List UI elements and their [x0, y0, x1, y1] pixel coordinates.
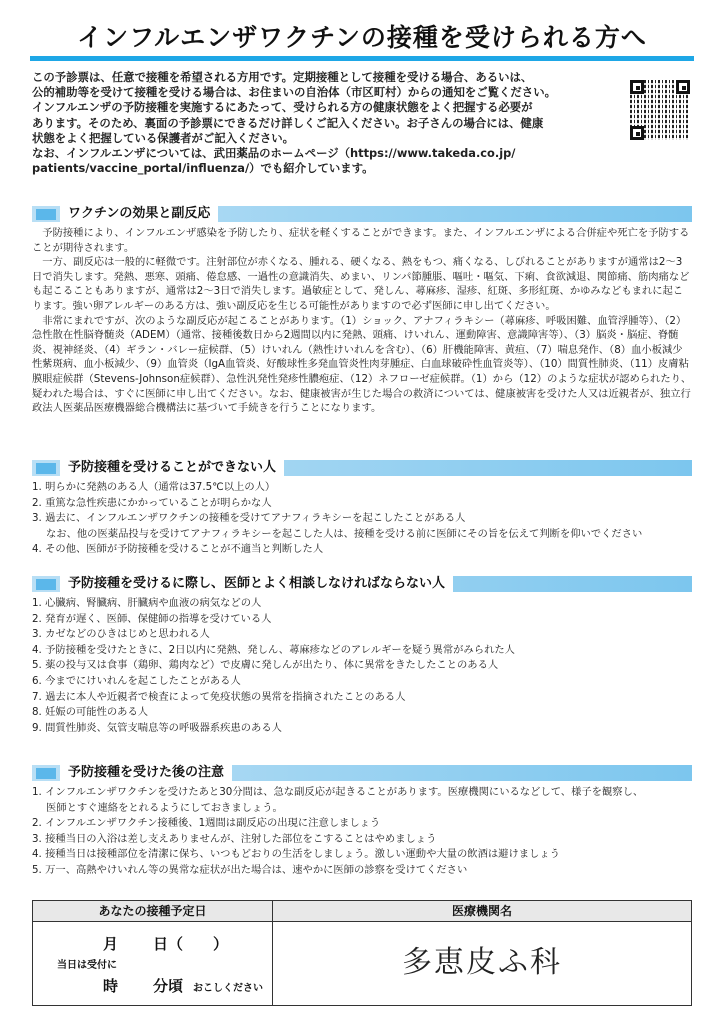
section-title: 予防接種を受けた後の注意 [60, 764, 232, 781]
list-item: 3. 過去に、インフルエンザワクチンの接種を受けてアナフィラキシーを起こしたことがある人 [32, 512, 466, 525]
paragraph: 予防接種により、インフルエンザ感染を予防したり、症状を軽くすることができます。また、インフルエンザによる合併症や死亡を予防することが期待されます。 [32, 227, 690, 254]
list-item: 5. 万一、高熱やけいれん等の異常な症状が出た場合は、速やかに医師の診察を受けてください [32, 863, 468, 876]
month-label[interactable]: 月 [103, 935, 119, 953]
appointment-date-column [33, 901, 273, 1005]
section-header [32, 576, 692, 592]
section-after [32, 765, 692, 879]
intro-line: 公的補助等を受けて接種を受ける場合は、お住まいの自治体（市区町村）からの通知をご覧ください。 [32, 85, 556, 100]
come-label: おこしください [193, 983, 263, 994]
section-effects [32, 206, 692, 416]
list-item: 4. 接種当日は接種部位を清潔に保ち、いつもどおりの生活をしましょう。激しい運動や大量の飲酒は避けましょう [32, 848, 560, 861]
section-marker-icon [36, 768, 56, 779]
list-item-note: なお、他の医薬品投与を受けてアナフィラキシーを起こした人は、接種を受ける前に医師にその旨を伝えて判断を仰いでください [46, 527, 643, 540]
cannot-list [32, 480, 692, 558]
day-label[interactable]: 日（ ） [153, 935, 229, 953]
list-item: 2. インフルエンザワクチン接種後、1週間は副反応の出現に注意しましょう [32, 817, 381, 830]
intro-line: patients/vaccine_portal/influenza/）でも紹介しています。 [32, 161, 374, 176]
clinic-column [273, 901, 691, 1005]
list-item: 8. 妊娠の可能性のある人 [32, 706, 149, 719]
list-item: 4. その他、医師が予防接種を受けることが不適当と判断した人 [32, 543, 324, 556]
list-item: 5. 薬の投与又は食事（鶏卵、鶏肉など）で皮膚に発しんが出たり、体に異常をきたしたことのある人 [32, 659, 499, 672]
list-item: 7. 過去に本人や近親者で検査によって免疫状態の異常を指摘されたことのある人 [32, 690, 406, 703]
minute-label[interactable]: 分頃 [153, 977, 184, 995]
qr-finder-icon [630, 126, 644, 140]
section-header [32, 206, 692, 222]
paragraph: 非常にまれですが、次のような副反応が起こることがあります。（1）ショック、アナフィラキシー（蕁麻疹、呼吸困難、血管浮腫等）、（2）急性散在性脳脊髄炎（ADEM）（通常、接種後数日から2週間以内に発熱、頭痛、けいれん、運動障害、意識障害等）、（3）脳炎・脳症、脊髄炎、視神経炎、（4）ギラン・バレー症候群、（5）けいれん（熱性けいれんを含む）、（6）肝機能障害、黄疸、（7）喘息発作、（8）血小板減少性紫斑病、血小板減少、（9）血管炎（IgA血管炎、好酸球性多発血管炎性肉芽腫症、白血球破砕性血管炎等）、（10）間質性肺炎、（11）皮膚粘膜眼症候群（Stevens-Johnson症候群）、急性汎発性発疹性膿疱症、（12）ネフローゼ症候群。（1）から（12）のような症状が認められたり、疑われた場合は、すぐに医師に申し出てください。なお、健康被害が生じた場合の救済については、健康被害を受けた人又は近親者が、独立行政法人医薬品医療機器総合機構法に基づいて手続きを行うことになります。 [32, 314, 692, 415]
after-list [32, 785, 692, 879]
section-cannot [32, 460, 692, 558]
section-consult [32, 576, 692, 736]
list-item: 1. 明らかに発熱のある人（通常は37.5℃以上の人） [32, 481, 276, 493]
section-marker-icon [36, 579, 56, 590]
intro-line: インフルエンザの予防接種を実施するにあたって、受けられる方の健康状態をよく把握する必要が [32, 100, 533, 115]
list-item-continued: 医師とすぐ連絡をとれるようにしておきましょう。 [46, 801, 283, 814]
qr-code-icon[interactable] [630, 80, 690, 140]
intro-line: 状態をよく把握している保護者がご記入ください。 [32, 130, 294, 145]
list-item: 1. 心臓病、腎臓病、肝臓病や血液の病気などの人 [32, 597, 262, 609]
list-item: 4. 予防接種を受けたときに、2日以内に発熱、発しん、蕁麻疹などのアレルギーを疑う異常がみられた人 [32, 643, 515, 656]
section-title: 予防接種を受けるに際し、医師とよく相談しなければならない人 [60, 575, 453, 592]
list-item: 2. 発育が遅く、医師、保健師の指導を受けている人 [32, 612, 272, 625]
intro-line: なお、インフルエンザについては、武田薬品のホームページ（https://www.takeda.co.jp/ [32, 146, 516, 161]
section-header [32, 765, 692, 781]
intro-text [32, 70, 622, 176]
consult-list [32, 596, 692, 736]
intro-line: この予診票は、任意で接種を希望される方用です。定期接種として接種を受ける場合、あるいは、 [32, 70, 533, 84]
list-item: 3. 接種当日の入浴は差し支えありませんが、注射した部位をこすることはやめましょう [32, 832, 437, 845]
list-item: 3. カゼなどのひきはじめと思われる人 [32, 628, 210, 641]
qr-finder-icon [630, 80, 644, 94]
appointment-date-header: あなたの接種予定日 [33, 901, 272, 922]
qr-finder-icon [676, 80, 690, 94]
clinic-name: 多恵皮ふ科 [402, 945, 562, 980]
section-header [32, 460, 692, 476]
title-rule [30, 56, 694, 61]
page-title: インフルエンザワクチンの接種を受けられる方へ [77, 23, 647, 52]
hour-label[interactable]: 時 [103, 977, 119, 995]
list-item: 6. 今までにけいれんを起こしたことがある人 [32, 674, 241, 687]
list-item: 2. 重篤な急性疾患にかかっていることが明らかな人 [32, 496, 272, 509]
section-marker-icon [36, 463, 56, 474]
section-marker-icon [36, 209, 56, 220]
list-item: 9. 間質性肺炎、気管支喘息等の呼吸器系疾患のある人 [32, 721, 282, 734]
section-title: 予防接種を受けることができない人 [60, 459, 284, 476]
section-body [32, 226, 692, 416]
clinic-header: 医療機関名 [273, 901, 691, 922]
list-item: 1. インフルエンザワクチンを受けたあと30分間は、急な副反応が起きることがあります。医療機関にいるなどして、様子を観察し、 [32, 786, 644, 798]
section-title: ワクチンの効果と副反応 [60, 205, 218, 222]
appointment-box [32, 900, 692, 1006]
intro-line: あります。そのため、裏面の予診票にできるだけ詳しくご記入ください。お子さんの場合には、健康 [32, 115, 544, 130]
paragraph: 一方、副反応は一般的に軽微です。注射部位が赤くなる、腫れる、硬くなる、熱をもつ、痛くなる、しびれることがありますが通常は2〜3日で消失します。発熱、悪寒、頭痛、倦怠感、一過性の意識消失、めまい、リンパ節腫脹、嘔吐・嘔気、下痢、食欲減退、関節痛、筋肉痛なども起こることもありますが、通常は2〜3日で消失します。過敏症として、発しん、蕁麻疹、湿疹、紅斑、多形紅斑、かゆみなどもまれに起こります。強い卵アレルギーのある方は、強い副反応を生じる可能性がありますので必ず医師に申し出てください。 [32, 256, 690, 312]
reception-label: 当日は受付に [57, 960, 117, 971]
